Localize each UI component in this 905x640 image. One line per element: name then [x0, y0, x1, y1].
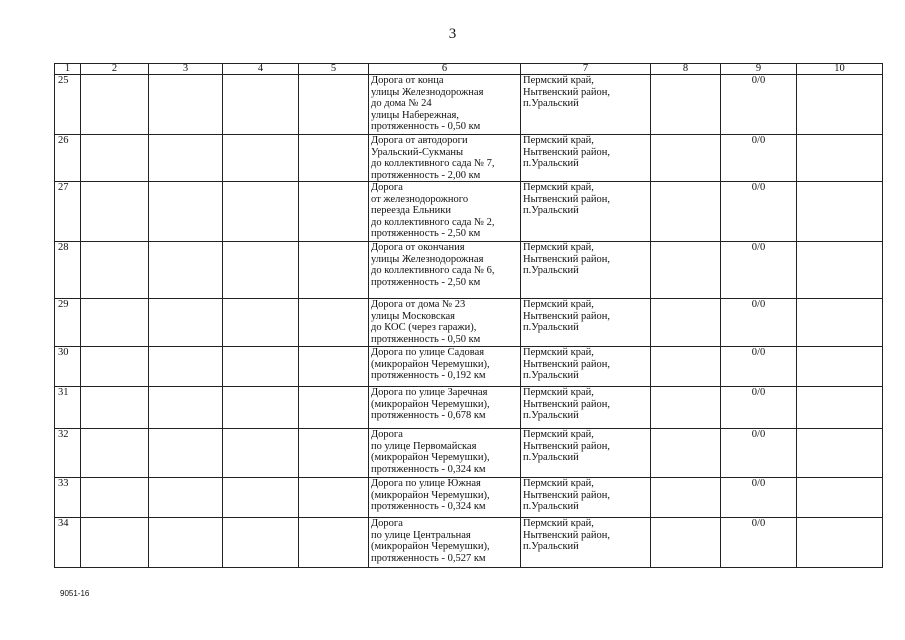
table-row — [55, 135, 883, 182]
cell-col9: 0/0 — [721, 182, 797, 242]
row-number: 25 — [55, 75, 81, 135]
cell-col8 — [651, 299, 721, 347]
cell-col4 — [223, 347, 299, 387]
cell-col5 — [299, 182, 369, 242]
cell-col8 — [651, 387, 721, 429]
column-header-4: 4 — [223, 64, 299, 75]
cell-col3 — [149, 478, 223, 518]
column-header-7: 7 — [521, 64, 651, 75]
cell-col3 — [149, 347, 223, 387]
cell-col8 — [651, 429, 721, 478]
table-row — [55, 242, 883, 299]
column-header-3: 3 — [149, 64, 223, 75]
cell-col9: 0/0 — [721, 387, 797, 429]
cell-col10 — [797, 299, 883, 347]
cell-col9: 0/0 — [721, 518, 797, 568]
cell-col5 — [299, 242, 369, 299]
cell-col4 — [223, 135, 299, 182]
cell-col2 — [81, 347, 149, 387]
cell-col2 — [81, 429, 149, 478]
row-number: 29 — [55, 299, 81, 347]
cell-col4 — [223, 299, 299, 347]
cell-col5 — [299, 347, 369, 387]
cell-col10 — [797, 347, 883, 387]
road-location: Пермский край, Нытвенский район, п.Уральский — [521, 299, 651, 347]
road-description: Дорога по улице Центральная (микрорайон Черемушки), протяженность - 0,527 км — [369, 518, 521, 568]
table-row — [55, 299, 883, 347]
cell-col10 — [797, 242, 883, 299]
road-location: Пермский край, Нытвенский район, п.Уральский — [521, 429, 651, 478]
table-row — [55, 182, 883, 242]
cell-col4 — [223, 182, 299, 242]
column-header-2: 2 — [81, 64, 149, 75]
cell-col8 — [651, 135, 721, 182]
table-row — [55, 387, 883, 429]
cell-col3 — [149, 182, 223, 242]
cell-col8 — [651, 347, 721, 387]
cell-col3 — [149, 242, 223, 299]
road-description: Дорога по улице Южная (микрорайон Черемушки), протяженность - 0,324 км — [369, 478, 521, 518]
cell-col2 — [81, 182, 149, 242]
cell-col10 — [797, 135, 883, 182]
cell-col3 — [149, 387, 223, 429]
column-header-5: 5 — [299, 64, 369, 75]
cell-col2 — [81, 387, 149, 429]
column-header-6: 6 — [369, 64, 521, 75]
cell-col10 — [797, 518, 883, 568]
cell-col10 — [797, 478, 883, 518]
cell-col5 — [299, 429, 369, 478]
cell-col9: 0/0 — [721, 347, 797, 387]
road-location: Пермский край, Нытвенский район, п.Уральский — [521, 518, 651, 568]
road-location: Пермский край, Нытвенский район, п.Уральский — [521, 242, 651, 299]
table-row — [55, 518, 883, 568]
cell-col9: 0/0 — [721, 135, 797, 182]
cell-col2 — [81, 518, 149, 568]
row-number: 28 — [55, 242, 81, 299]
cell-col5 — [299, 518, 369, 568]
cell-col8 — [651, 242, 721, 299]
table-row — [55, 75, 883, 135]
cell-col4 — [223, 387, 299, 429]
road-description: Дорога от железнодорожного переезда Ельники до коллективного сада № 2, протяженность - 2,50 км — [369, 182, 521, 242]
row-number: 32 — [55, 429, 81, 478]
cell-col2 — [81, 299, 149, 347]
cell-col4 — [223, 242, 299, 299]
cell-col2 — [81, 242, 149, 299]
document-code: 9051-16 — [60, 589, 90, 598]
cell-col4 — [223, 518, 299, 568]
column-header-1: 1 — [55, 64, 81, 75]
cell-col10 — [797, 387, 883, 429]
cell-col2 — [81, 478, 149, 518]
column-header-9: 9 — [721, 64, 797, 75]
cell-col5 — [299, 75, 369, 135]
cell-col2 — [81, 75, 149, 135]
cell-col9: 0/0 — [721, 478, 797, 518]
road-location: Пермский край, Нытвенский район, п.Уральский — [521, 347, 651, 387]
table-row — [55, 429, 883, 478]
row-number: 31 — [55, 387, 81, 429]
table-row — [55, 478, 883, 518]
roads-table — [54, 63, 883, 568]
cell-col4 — [223, 75, 299, 135]
cell-col5 — [299, 135, 369, 182]
cell-col3 — [149, 75, 223, 135]
road-description: Дорога по улице Садовая (микрорайон Черемушки), протяженность - 0,192 км — [369, 347, 521, 387]
cell-col3 — [149, 518, 223, 568]
cell-col3 — [149, 429, 223, 478]
table-header-row — [55, 64, 883, 75]
road-description: Дорога по улице Заречная (микрорайон Черемушки), протяженность - 0,678 км — [369, 387, 521, 429]
cell-col5 — [299, 478, 369, 518]
cell-col8 — [651, 518, 721, 568]
cell-col4 — [223, 478, 299, 518]
road-location: Пермский край, Нытвенский район, п.Уральский — [521, 135, 651, 182]
cell-col8 — [651, 182, 721, 242]
table-row — [55, 347, 883, 387]
road-location: Пермский край, Нытвенский район, п.Уральский — [521, 478, 651, 518]
cell-col9: 0/0 — [721, 429, 797, 478]
cell-col3 — [149, 299, 223, 347]
row-number: 33 — [55, 478, 81, 518]
cell-col9: 0/0 — [721, 75, 797, 135]
cell-col10 — [797, 75, 883, 135]
road-location: Пермский край, Нытвенский район, п.Уральский — [521, 387, 651, 429]
page-number: 3 — [448, 26, 457, 42]
row-number: 27 — [55, 182, 81, 242]
road-description: Дорога от автодороги Уральский-Сукманы до коллективного сада № 7, протяженность - 2,00 км — [369, 135, 521, 182]
road-description: Дорога по улице Первомайская (микрорайон Черемушки), протяженность - 0,324 км — [369, 429, 521, 478]
column-header-10: 10 — [797, 64, 883, 75]
row-number: 26 — [55, 135, 81, 182]
cell-col5 — [299, 387, 369, 429]
road-description: Дорога от дома № 23 улицы Московская до КОС (через гаражи), протяженность - 0,50 км — [369, 299, 521, 347]
cell-col8 — [651, 478, 721, 518]
row-number: 34 — [55, 518, 81, 568]
row-number: 30 — [55, 347, 81, 387]
cell-col8 — [651, 75, 721, 135]
cell-col2 — [81, 135, 149, 182]
road-description: Дорога от конца улицы Железнодорожная до дома № 24 улицы Набережная, протяженность - 0,50 км — [369, 75, 521, 135]
cell-col3 — [149, 135, 223, 182]
road-location: Пермский край, Нытвенский район, п.Уральский — [521, 75, 651, 135]
cell-col5 — [299, 299, 369, 347]
road-location: Пермский край, Нытвенский район, п.Уральский — [521, 182, 651, 242]
cell-col10 — [797, 182, 883, 242]
cell-col9: 0/0 — [721, 299, 797, 347]
road-description: Дорога от окончания улицы Железнодорожная до коллективного сада № 6, протяженность - 2,50 км — [369, 242, 521, 299]
cell-col4 — [223, 429, 299, 478]
cell-col9: 0/0 — [721, 242, 797, 299]
column-header-8: 8 — [651, 64, 721, 75]
cell-col10 — [797, 429, 883, 478]
